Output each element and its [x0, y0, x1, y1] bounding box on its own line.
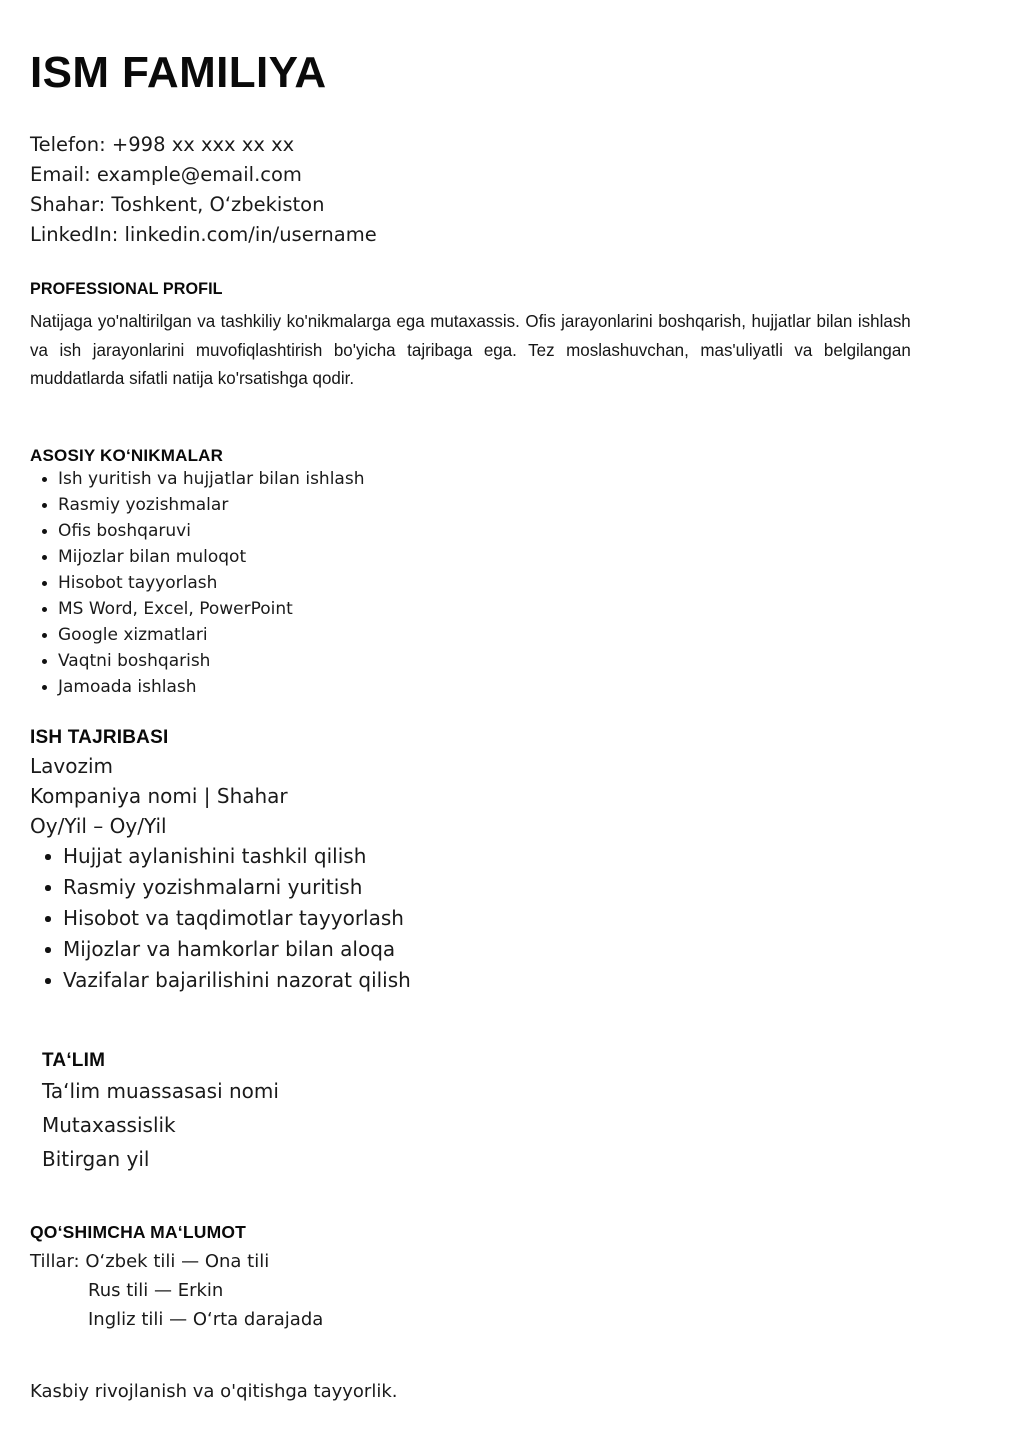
list-item: Rasmiy yozishmalar: [30, 492, 630, 518]
experience-duties-list: [30, 841, 670, 996]
education-heading: TA‘LIM: [42, 1050, 106, 1071]
education-institution: Ta‘lim muassasasi nomi: [42, 1079, 279, 1103]
language-russian: Rus tili — Erkin: [88, 1280, 224, 1301]
list-item: Vaqtni boshqarish: [30, 648, 630, 674]
education-details: [42, 1074, 642, 1176]
contact-details: [30, 130, 377, 250]
list-item: Hisobot tayyorlash: [30, 570, 630, 596]
experience-position: Lavozim: [30, 754, 114, 778]
contact-city: Shahar: Toshkent, O‘zbekiston: [30, 193, 325, 216]
section-skills: [30, 446, 630, 700]
experience-company: Kompaniya nomi | Shahar: [30, 784, 288, 808]
profile-text: Natijaga yo'naltirilgan va tashkiliy ko'nikmalarga ega mutaxassis. Ofis jarayonlarini boshqarish, hujjatlar bilan ishlash va ish jarayonlarini muvofiqlashtirish bo'yicha tajribaga ega. Tez moslashuvchan, mas'uliyatli va belgilangan muddatlarda sifatli natija ko'rsatishga qodir.: [30, 311, 911, 388]
list-item: Hisobot va taqdimotlar tayyorlash: [30, 903, 670, 934]
list-item: Google xizmatlari: [30, 622, 630, 648]
languages-list: [30, 1247, 670, 1334]
page-title: ISM FAMILIYA: [30, 48, 327, 97]
section-work-experience: [30, 727, 670, 996]
list-item: Ofis boshqaruvi: [30, 518, 630, 544]
list-item: Rasmiy yozishmalarni yuritish: [30, 872, 670, 903]
list-item: Jamoada ishlash: [30, 674, 630, 700]
list-item: Mijozlar va hamkorlar bilan aloqa: [30, 934, 670, 965]
list-item: Mijozlar bilan muloqot: [30, 544, 630, 570]
section-additional-info: [30, 1222, 670, 1406]
contact-email: Email: example@email.com: [30, 163, 302, 186]
closing-statement: Kasbiy rivojlanish va o'qitishga tayyorlik.: [30, 1381, 398, 1402]
list-item: MS Word, Excel, PowerPoint: [30, 596, 630, 622]
experience-details: [30, 751, 670, 841]
education-graduation-year: Bitirgan yil: [42, 1147, 150, 1171]
language-uzbek: Tillar: O‘zbek tili — Ona tili: [30, 1251, 270, 1272]
profile-heading: PROFESSIONAL PROFIL: [30, 279, 223, 298]
list-item: Vazifalar bajarilishini nazorat qilish: [30, 965, 670, 996]
section-education: [42, 1050, 642, 1176]
contact-phone: Telefon: +998 xx xxx xx xx: [30, 133, 295, 156]
list-item: Ish yuritish va hujjatlar bilan ishlash: [30, 466, 630, 492]
language-english: Ingliz tili — O‘rta darajada: [88, 1309, 324, 1330]
section-professional-profile: [30, 279, 912, 393]
experience-period: Oy/Yil – Oy/Yil: [30, 814, 167, 838]
experience-heading: ISH TAJRIBASI: [30, 727, 169, 748]
contact-linkedin: LinkedIn: linkedin.com/in/username: [30, 223, 377, 246]
education-specialty: Mutaxassislik: [42, 1113, 176, 1137]
skills-heading: ASOSIY KO‘NIKMALAR: [30, 446, 224, 465]
additional-info-heading: QO‘SHIMCHA MA‘LUMOT: [30, 1222, 247, 1242]
skills-list: [30, 466, 630, 700]
list-item: Hujjat aylanishini tashkil qilish: [30, 841, 670, 872]
